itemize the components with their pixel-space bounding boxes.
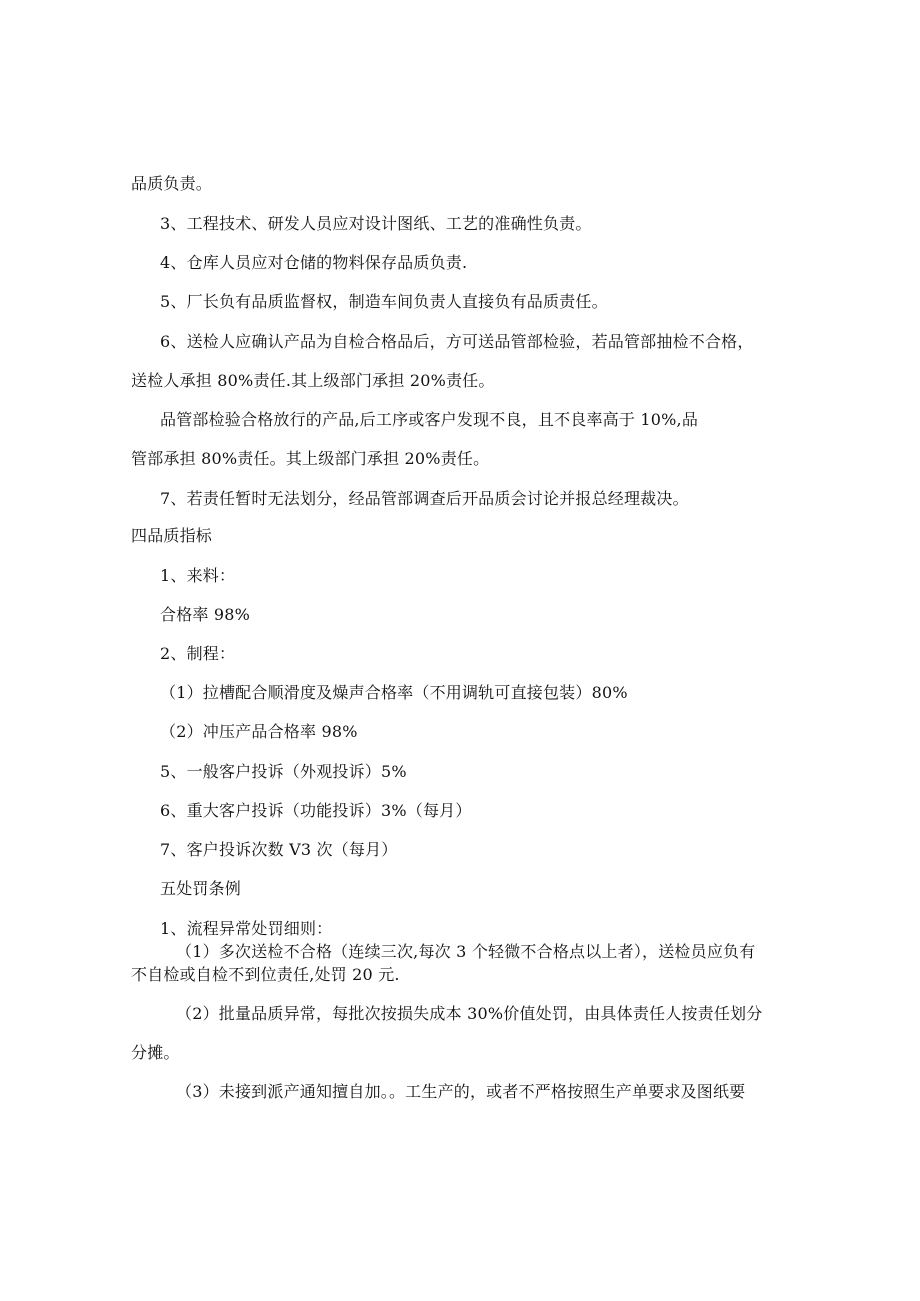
- section-heading: 五处罚条例: [160, 879, 242, 898]
- text-line: （1）拉槽配合顺滑度及燥声合格率（不用调轨可直接包装）80%: [160, 683, 628, 702]
- text-line: （1）多次送检不合格（连续三次,每次 3 个轻微不合格点以上者），送检员应负有: [176, 942, 756, 961]
- text-line: 5、一般客户投诉（外观投诉）5%: [160, 762, 407, 781]
- text-line: 品管部检验合格放行的产品,后工序或客户发现不良，且不良率高于 10%,品: [160, 410, 699, 429]
- text-line: 4、仓库人员应对仓储的物料保存品质负责.: [160, 253, 468, 272]
- text-line: 2、制程：: [160, 644, 236, 663]
- text-line: 品质负责。: [131, 174, 213, 193]
- text-line: 管部承担 80%责任。其上级部门承担 20%责任。: [131, 449, 490, 468]
- text-line: 送检人承担 80%责任.其上级部门承担 20%责任。: [131, 371, 495, 390]
- text-line: （2）冲压产品合格率 98%: [160, 722, 358, 741]
- text-line: 合格率 98%: [160, 605, 251, 624]
- text-line: 1、流程异常处罚细则：: [160, 919, 333, 938]
- text-line: 分摊。: [131, 1043, 180, 1062]
- text-line: 7、若责任暂时无法划分，经品管部调查后开品质会讨论并报总经理裁决。: [160, 489, 689, 508]
- text-line: 不自检或自检不到位责任,处罚 20 元.: [131, 965, 400, 984]
- text-line: （3）未接到派产通知擅自加。。工生产的，或者不严格按照生产单要求及图纸要: [176, 1082, 746, 1101]
- text-line: 5、厂长负有品质监督权，制造车间负责人直接负有品质责任。: [160, 292, 608, 311]
- section-heading: 四品质指标: [131, 526, 213, 545]
- text-line: 1、来料：: [160, 566, 236, 585]
- text-line: 3、工程技术、研发人员应对设计图纸、工艺的准确性负责。: [160, 214, 592, 233]
- text-line: 6、送检人应确认产品为自检合格品后，方可送品管部检验，若品管部抽检不合格，: [160, 332, 754, 351]
- text-line: （2）批量品质异常，每批次按损失成本 30%价值处罚，由具体责任人按责任划分: [176, 1004, 763, 1023]
- text-line: 6、重大客户投诉（功能投诉）3%（每月）: [160, 801, 472, 820]
- text-line: 7、客户投诉次数 V3 次（每月）: [160, 840, 398, 859]
